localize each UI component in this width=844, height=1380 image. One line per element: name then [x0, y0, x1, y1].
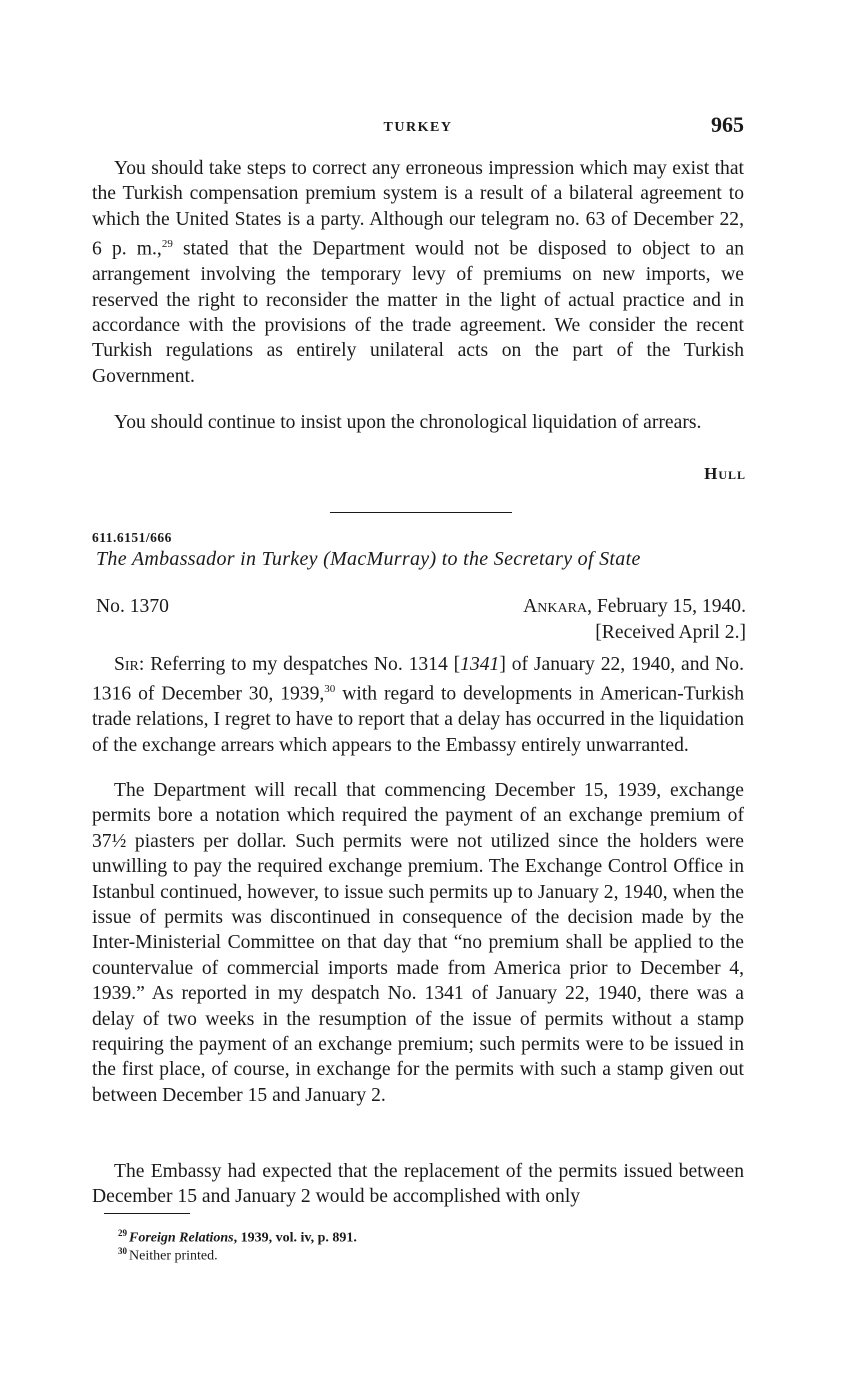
file-number: 611.6151/666: [92, 530, 172, 545]
running-title: TURKEY: [383, 120, 453, 135]
instruction-paragraph-2: You should continue to insist upon the chronological liquidation of arrears.: [114, 412, 702, 433]
footnote-30: [118, 1242, 218, 1266]
footnote-text: , 1939, vol. iv, p. 891.: [233, 1230, 357, 1246]
despatch-paragraph-3: The Embassy had expected that the replacement of the permits issued between December 15 and January 2 would be accomplished with only: [92, 1161, 744, 1208]
footnote-source: Foreign Relations: [129, 1230, 234, 1246]
place-date: Ankara, February 15, 1940.: [523, 596, 746, 617]
place: Ankara: [523, 596, 588, 617]
page-number: 965: [711, 112, 744, 137]
instruction-paragraph-1: You should take steps to correct any erroneous impression which may exist that the Turkish compensation premium system is a result of a bilateral agreement to which the United States is a party. Although our telegram no. 63 of December 22, 6 p. m.,$^{29}$ stated that the Department would not be disposed to object to an arrangement involving the temporary levy of premiums on new imports, we reserved the right to reconsider the matter in the light of actual practice and in accordance with the provisions of the trade agreement. We consider the recent Turkish regulations as entirely unilateral acts on the part of the Turkish Government.: [92, 158, 745, 387]
despatch-paragraph-2: The Department will recall that commencing December 15, 1939, exchange permits bore a notation which required the payment of an exchange premium of 37½ piasters per dollar. Such permits were not utilized since the holders were unwilling to pay the required exchange premium. The Exchange Control Office in Istanbul continued, however, to issue such permits up to January 2, 1940, when the issue of permits was discontinued in consequence of the decision made by the Inter-Ministerial Committee on that day that “no premium shall be applied to the countervalue of commercial imports made from America prior to December 4, 1939.” As reported in my despatch No. 1341 of January 22, 1940, there was a delay of two weeks in the resumption of the issue of permits without a stamp requiring the payment of an exchange premium; such permits were to be issued in the first place, of course, in exchange for the permits with such a stamp given out between December 15 and January 2.: [92, 780, 744, 1106]
section-divider: [330, 512, 512, 513]
document-title: The Ambassador in Turkey (MacMurray) to the Secretary of State: [96, 548, 641, 570]
page-header: [92, 112, 744, 142]
received-date: [Received April 2.]: [595, 622, 746, 643]
footnote-mark: 30: [118, 1246, 127, 1256]
footnote-divider: [104, 1213, 190, 1214]
salutation: Sir: [114, 654, 139, 675]
signature: Hull: [704, 464, 746, 483]
footnote-mark: 29: [118, 1228, 127, 1238]
date: February 15, 1940.: [596, 596, 746, 617]
footnote-text: Neither printed.: [129, 1248, 218, 1264]
despatch-number: No. 1370: [96, 596, 169, 617]
despatch-paragraph-1: Sir: Referring to my despatches No. 1314 [1341] of January 22, 1940, and No. 1316 of December 30, 1939,30 with regard to developments in American-Turkish trade relations, I regret to have to report that a delay has occurred in the liquidation of the exchange arrears which appears to the Embassy entirely unwarranted.: [92, 654, 744, 756]
